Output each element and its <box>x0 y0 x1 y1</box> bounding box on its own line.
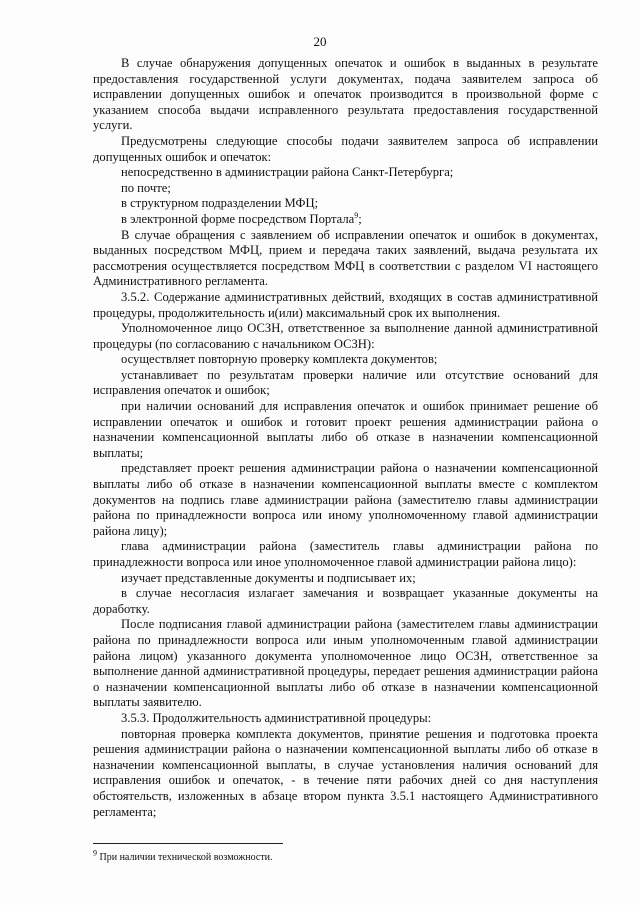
list-item: по почте; <box>121 180 171 195</box>
list-item: при наличии оснований для исправления опечаток и ошибок принимает решение об исправлении опечаток и ошибок и готовит проект решения администрации района о назначении компенсационной выплаты либо об отказе в назначении компенсационной выплаты; <box>93 399 598 460</box>
footnote <box>93 848 598 864</box>
paragraph: 3.5.3. Продолжительность административной процедуры: <box>121 710 432 725</box>
list-item: изучает представленные документы и подписывает их; <box>121 570 416 585</box>
list-item: в структурном подразделении МФЦ; <box>121 196 319 211</box>
page-number: 20 <box>313 34 327 49</box>
list-item: устанавливает по результатам проверки наличие или отсутствие оснований для исправления опечаток и ошибок; <box>93 367 598 398</box>
paragraph: Уполномоченное лицо ОСЗН, ответственное за выполнение данной административной процедуры (по согласованию с начальником ОСЗН): <box>93 321 598 351</box>
list-item: в случае несогласия излагает замечания и возвращает указанные документы на доработку. <box>93 586 598 616</box>
list-item-text: в электронной форме посредством Портала <box>121 211 355 226</box>
list-item: осуществляет повторную проверку комплекта документов; <box>121 352 438 367</box>
paragraph: глава администрации района (заместитель главы администрации района по принадлежности вопроса или иное уполномоченное главой администрации района лицо): <box>93 539 598 569</box>
list-item: непосредственно в администрации района Санкт-Петербурга; <box>121 165 454 180</box>
paragraph: В случае обращения с заявлением об исправлении опечаток и ошибок в документах, выданных посредством МФЦ, прием и передача таких заявлений, выдача результата их рассмотрения осуществляется посредством МФЦ в соответствии с разделом VI настоящего Административного регламента. <box>93 227 598 289</box>
paragraph: повторная проверка комплекта документов, принятие решения и подготовка проекта решения администрации района о назначении компенсационной выплаты либо об отказе в назначении компенсационной выплаты, в случае установления наличия оснований для исправления ошибок и опечаток, - в течение пяти рабочих дней со дня наступления обстоятельств, изложенных в абзаце втором пункта 3.5.1 настоящего Административного регламента; <box>93 726 598 819</box>
paragraph: 3.5.2. Содержание административных действий, входящих в состав административной процедуры, продолжительность и(или) максимальный срок их выполнения. <box>93 289 598 320</box>
footnote-reference: 9 <box>354 210 359 220</box>
paragraph: В случае обнаружения допущенных опечаток и ошибок в выданных в результате предоставления государственной услуги документах, подача заявителем запроса об исправлении допущенных ошибок и опечаток производится в произвольной форме с указанием способа выдачи исправленного результата предоставления государственной услуги. <box>93 56 598 133</box>
footnote-text: При наличии технической возможности. <box>97 852 273 863</box>
list-item <box>93 212 598 228</box>
paragraph: Предусмотрены следующие способы подачи заявителем запроса об исправлении допущенных ошибок и опечаток: <box>93 133 598 164</box>
paragraph: После подписания главой администрации района (заместителем главы администрации района по принадлежности вопроса или иным уполномоченным главой администрации района лицом) указанного документа уполномоченное лицо ОСЗН, ответственное за выполнение данной административной процедуры, передает решения администрации района о назначении компенсационной выплаты либо об отказе в назначении компенсационной выплаты заявителю. <box>93 617 598 710</box>
footnote-divider <box>93 843 283 844</box>
footnote-mark: 9 <box>93 848 97 858</box>
list-item-tail: ; <box>358 211 362 226</box>
list-item: представляет проект решения администрации района о назначении компенсационной выплаты либо об отказе в назначении компенсационной выплаты вместе с комплектом документов на подпись главе администрации района (заместителю главы администрации района по принадлежности вопроса или иному уполномоченному главой администрации района лицу); <box>93 461 598 538</box>
body-text <box>93 56 598 820</box>
